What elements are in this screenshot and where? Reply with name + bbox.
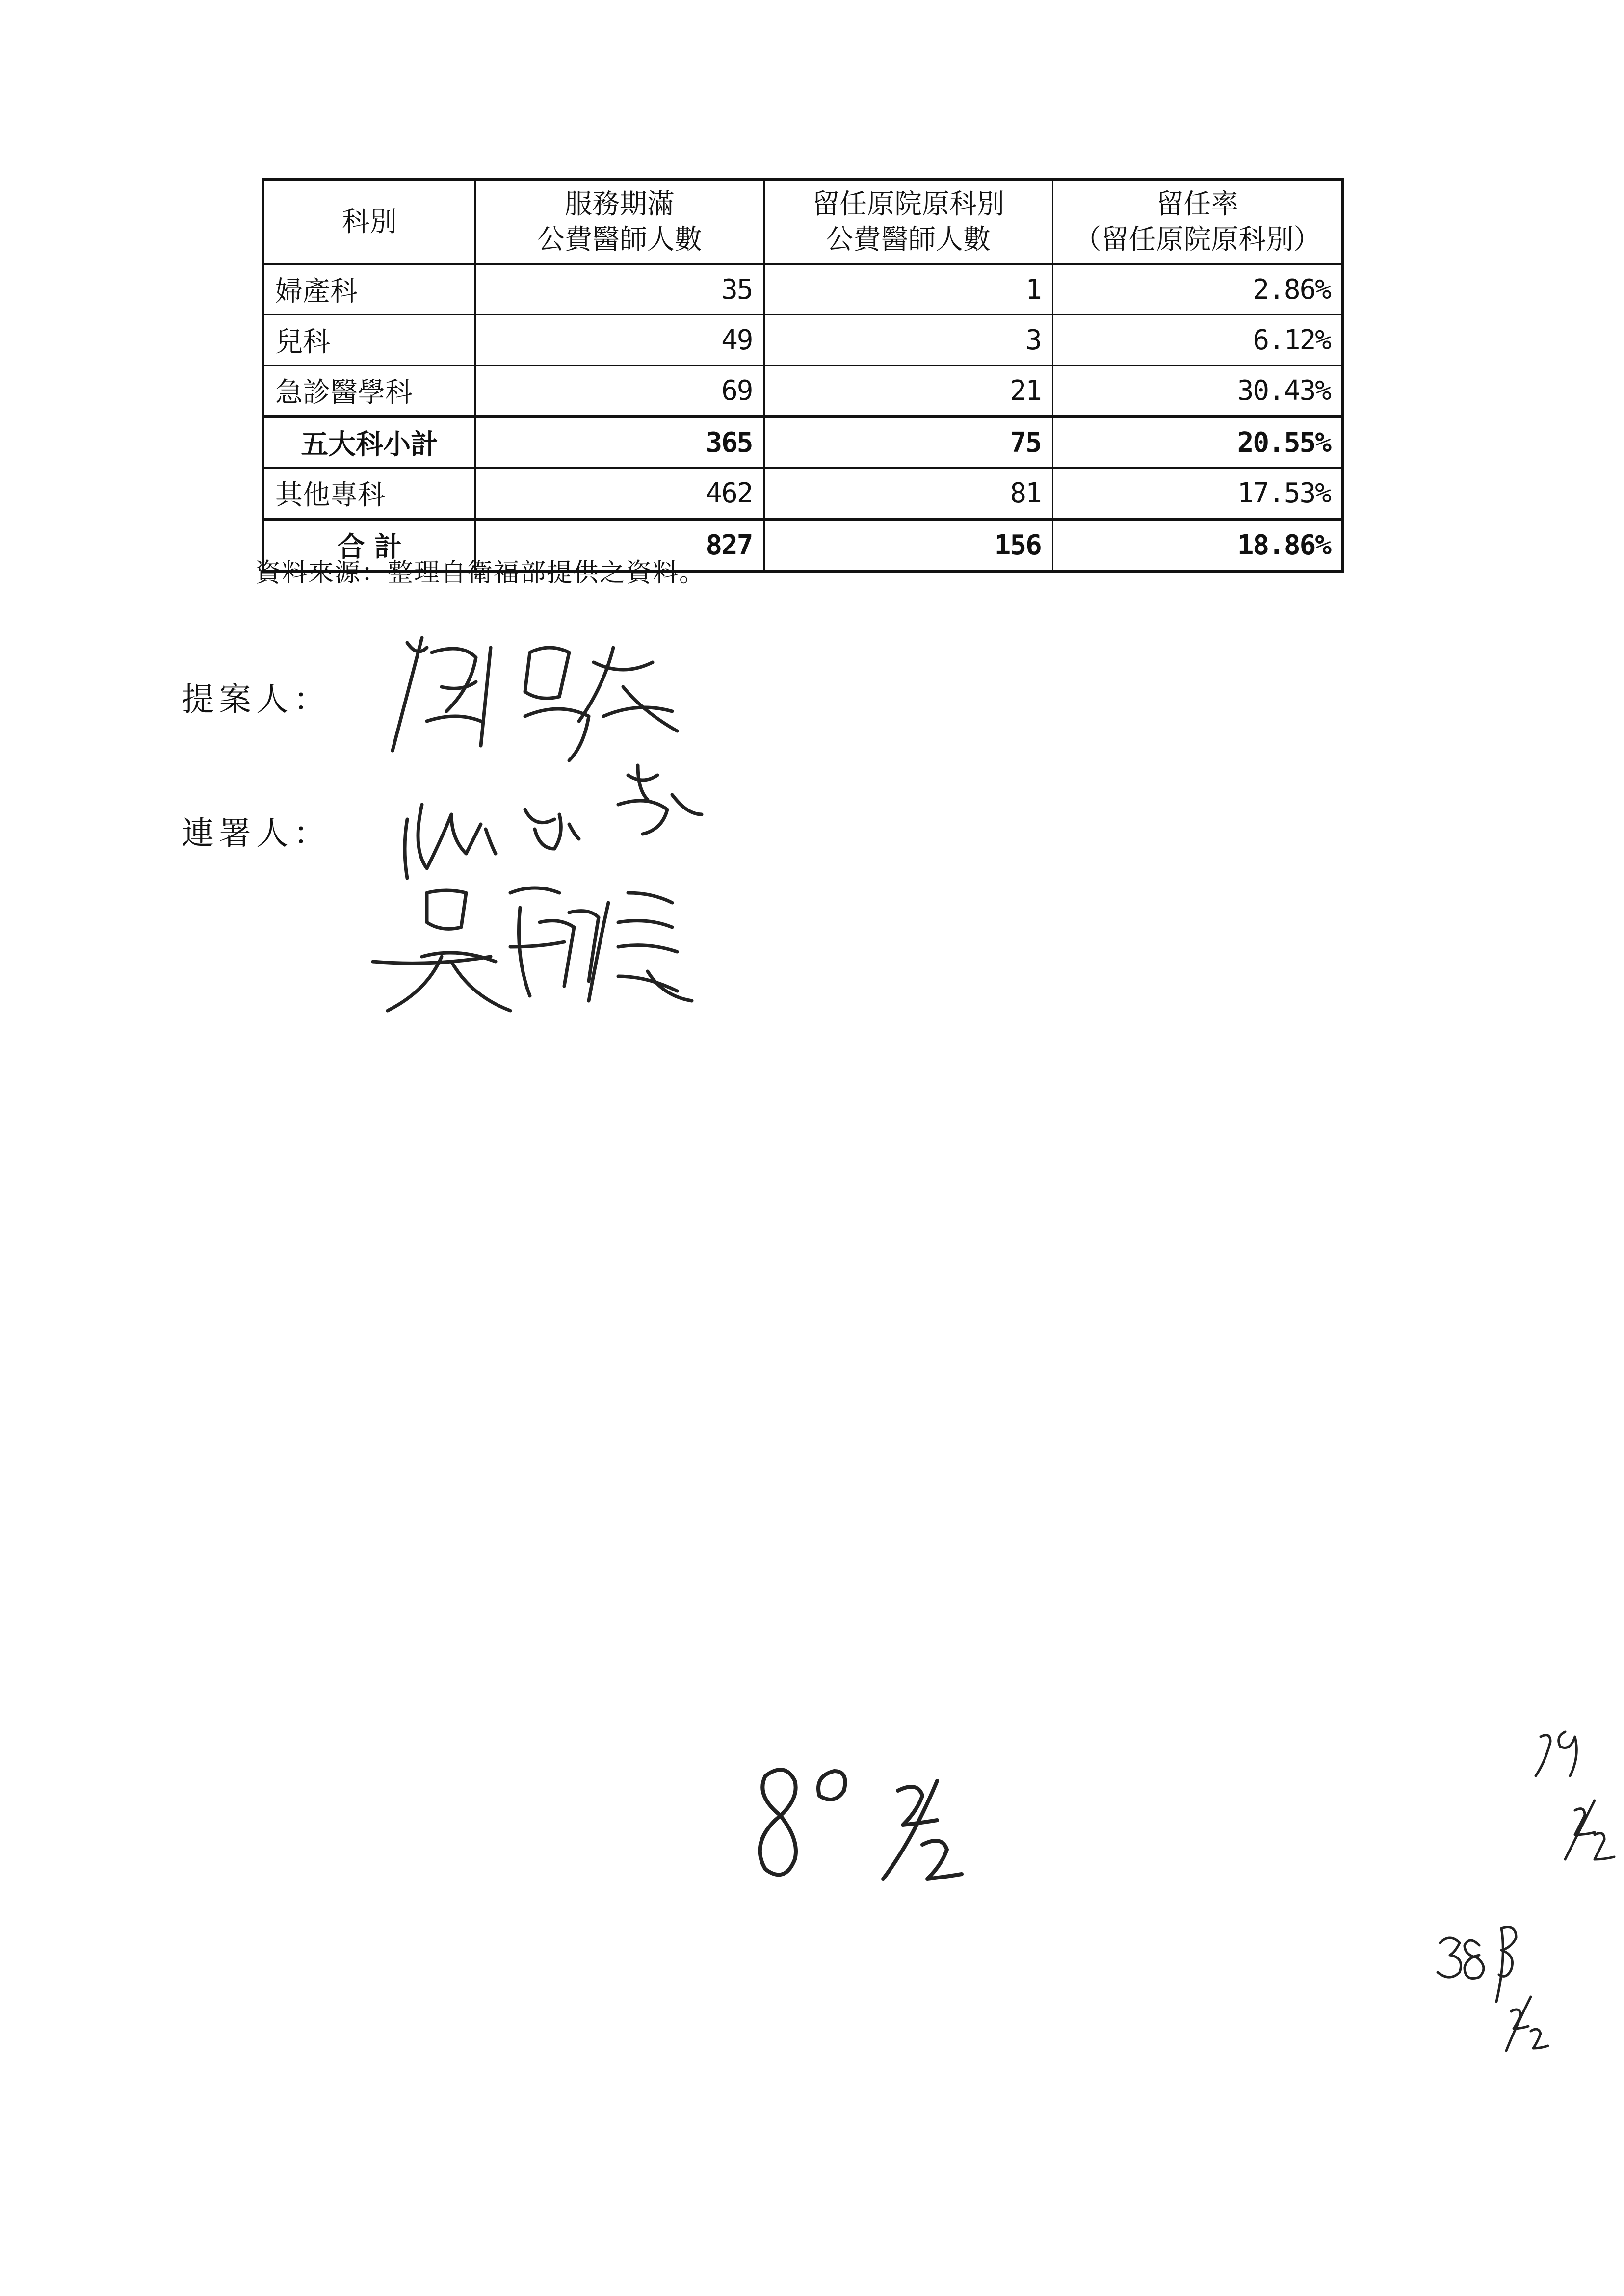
cell-rate: 6.12%: [1052, 315, 1343, 365]
cell-rate: 30.43%: [1052, 365, 1343, 417]
cosigner-signature: [405, 765, 702, 878]
page-mark: [760, 1770, 962, 1879]
cell-served: 462: [475, 468, 764, 520]
cell-retained: 3: [764, 315, 1052, 365]
cell-served: 827: [475, 519, 764, 571]
cell-dept: 其他專科: [263, 468, 475, 520]
header-dept: 科別: [263, 180, 475, 264]
cell-dept: 合 計: [263, 519, 475, 571]
proposer-signature: [393, 638, 677, 760]
cell-rate: 18.86%: [1052, 519, 1343, 571]
cell-served: 365: [475, 417, 764, 468]
cell-dept: 兒科: [263, 315, 475, 365]
cell-rate: 20.55%: [1052, 417, 1343, 468]
cell-retained: 75: [764, 417, 1052, 468]
corner-note: [1438, 1927, 1548, 2051]
cosigner-signature: [373, 888, 692, 1011]
corner-note: [1536, 1732, 1614, 1859]
cell-retained: 81: [764, 468, 1052, 520]
header-served: 服務期滿 公費醫師人數: [475, 180, 764, 264]
cell-retained: 21: [764, 365, 1052, 417]
cell-dept: 急診醫學科: [263, 365, 475, 417]
cell-rate: 2.86%: [1052, 264, 1343, 315]
cosigner-label: 連署人：: [182, 814, 331, 852]
header-retained: 留任原院原科別 公費醫師人數: [764, 180, 1052, 264]
cell-retained: 1: [764, 264, 1052, 315]
header-rate: 留任率 （留任原院原科別）: [1052, 180, 1343, 264]
cell-dept: 五大科小計: [263, 417, 475, 468]
cell-served: 35: [475, 264, 764, 315]
source-note: 資料來源：整理自衛福部提供之資料。: [255, 558, 706, 588]
cell-served: 69: [475, 365, 764, 417]
cell-served: 49: [475, 315, 764, 365]
cell-dept: 婦產科: [263, 264, 475, 315]
cell-rate: 17.53%: [1052, 468, 1343, 520]
cell-retained: 156: [764, 519, 1052, 571]
proposer-label: 提案人：: [182, 680, 331, 718]
